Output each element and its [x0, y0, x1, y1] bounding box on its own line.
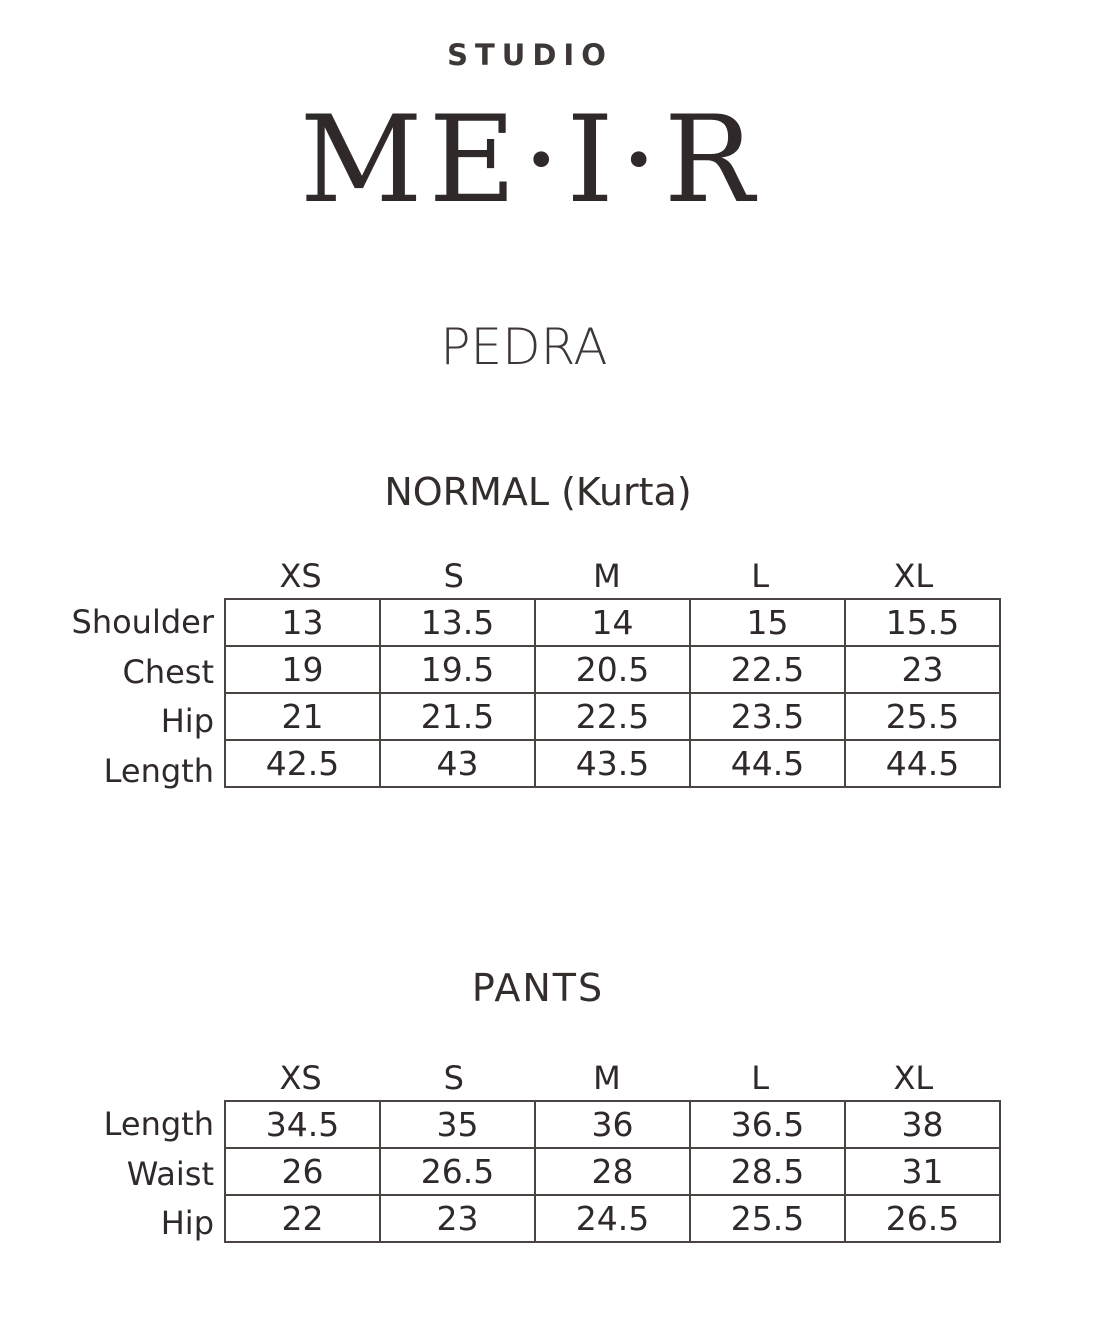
size-header: L — [751, 557, 770, 595]
table-cell: 23 — [845, 646, 1000, 693]
kurta-row-labels — [0, 598, 214, 796]
table-cell: 19.5 — [380, 646, 535, 693]
size-header: S — [443, 1059, 464, 1097]
table-cell: 13.5 — [380, 599, 535, 646]
table-cell: 25.5 — [845, 693, 1000, 740]
table-row — [225, 693, 1000, 740]
table-row — [225, 646, 1000, 693]
table-cell: 22 — [225, 1195, 380, 1242]
size-header: XL — [893, 1059, 934, 1097]
table-cell: 22.5 — [535, 693, 690, 740]
table-cell: 15 — [690, 599, 845, 646]
table-cell: 21 — [225, 693, 380, 740]
table-cell: 14 — [535, 599, 690, 646]
table-cell: 36.5 — [690, 1101, 845, 1148]
table-cell: 26.5 — [380, 1148, 535, 1195]
table-cell: 31 — [845, 1148, 1000, 1195]
brand-studio-text: STUDIO — [447, 38, 613, 72]
row-label: Length — [103, 1105, 214, 1143]
size-header: M — [593, 557, 621, 595]
table-cell: 19 — [225, 646, 380, 693]
brand-logo — [0, 86, 1060, 236]
size-header: S — [443, 557, 464, 595]
row-label: Hip — [160, 702, 214, 740]
row-label: Shoulder — [71, 603, 214, 641]
pants-size-headers — [224, 1058, 990, 1098]
table-row — [225, 1195, 1000, 1242]
table-cell: 44.5 — [690, 740, 845, 787]
table-cell: 24.5 — [535, 1195, 690, 1242]
pants-row-labels — [0, 1100, 214, 1249]
table-cell: 26.5 — [845, 1195, 1000, 1242]
brand-name: ME·I·R — [299, 91, 761, 230]
table-cell: 35 — [380, 1101, 535, 1148]
row-label: Length — [103, 751, 214, 790]
size-header: XL — [893, 557, 934, 595]
table-cell: 28.5 — [690, 1148, 845, 1195]
table-row — [225, 1148, 1000, 1195]
size-header: L — [751, 1059, 770, 1097]
table-row — [225, 1101, 1000, 1148]
table-cell: 44.5 — [845, 740, 1000, 787]
table-cell: 34.5 — [225, 1101, 380, 1148]
table-cell: 38 — [845, 1101, 1000, 1148]
size-header: XS — [279, 1059, 322, 1097]
row-label: Chest — [122, 652, 214, 691]
table-row — [225, 740, 1000, 787]
kurta-section-title: NORMAL (Kurta) — [384, 470, 692, 514]
table-cell: 42.5 — [225, 740, 380, 787]
product-name: PEDRA — [440, 318, 608, 376]
table-cell: 36 — [535, 1101, 690, 1148]
pants-section-title: PANTS — [471, 966, 605, 1010]
table-cell: 23 — [380, 1195, 535, 1242]
row-label: Hip — [160, 1204, 214, 1242]
table-cell: 26 — [225, 1148, 380, 1195]
table-cell: 21.5 — [380, 693, 535, 740]
size-header: XS — [279, 557, 322, 595]
size-header: M — [593, 1059, 621, 1097]
table-cell: 13 — [225, 599, 380, 646]
kurta-measurements-table — [224, 598, 1001, 788]
table-cell: 15.5 — [845, 599, 1000, 646]
table-cell: 22.5 — [690, 646, 845, 693]
table-cell: 25.5 — [690, 1195, 845, 1242]
table-row — [225, 599, 1000, 646]
row-label: Waist — [126, 1154, 214, 1193]
table-cell: 43 — [380, 740, 535, 787]
kurta-size-headers — [224, 556, 990, 596]
table-cell: 28 — [535, 1148, 690, 1195]
table-cell: 43.5 — [535, 740, 690, 787]
table-cell: 20.5 — [535, 646, 690, 693]
table-cell: 23.5 — [690, 693, 845, 740]
pants-measurements-table — [224, 1100, 1001, 1243]
